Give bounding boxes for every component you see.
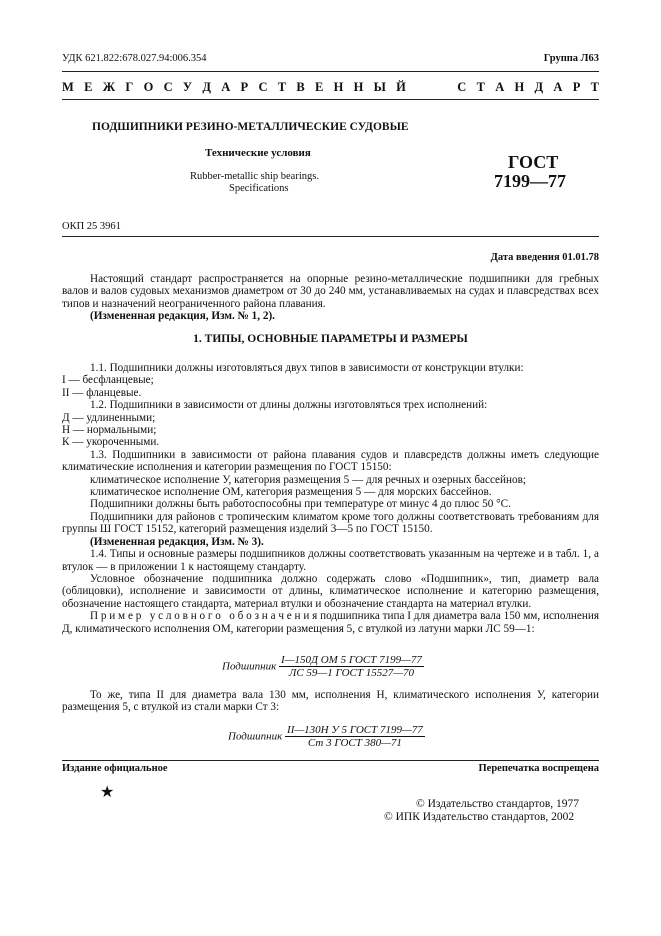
formula-2 bbox=[228, 724, 425, 749]
intro-amendment: (Измененная редакция, Изм. № 1, 2). bbox=[90, 310, 275, 323]
okp-code: ОКП 25 3961 bbox=[62, 221, 121, 232]
type-ii: II — фланцевые. bbox=[62, 386, 142, 399]
okp-rule bbox=[62, 236, 599, 237]
standard-banner-text: М Е Ж Г О С У Д А Р С Т В Е Н Н Ы Й С Т А Н Д А Р Т bbox=[62, 80, 599, 94]
reprint-notice: Перепечатка воспрещена bbox=[478, 763, 599, 774]
temperature-requirement: Подшипники должны быть работоспособны при температуре от минус 4 до плюс 50 °С. bbox=[90, 498, 511, 511]
clause-1-3: 1.3. Подшипники в зависимости от района плавания судов и плавсредств должны иметь следующие климатические исполнения и категории размещения по ГОСТ 15150: bbox=[62, 448, 599, 474]
gost-number: 7199—77 bbox=[494, 171, 566, 191]
official-edition: Издание официальное bbox=[62, 763, 168, 774]
designation-paragraph: Условное обозначение подшипника должно содержать слово «Подшипник», тип, диаметр вала (облицовки), исполнение и зависимости от длины, климатическое исполнение и категорию размещения, обозначение настоящего стандарта, материал втулки и обозначение стандарта на материал втулки. bbox=[62, 572, 599, 610]
tropic-requirement: Подшипники для районов с тропическим климатом кроме того должны соответствовать требованиям для группы Ш ГОСТ 15152, категорий размещения изделий 3—5 по ГОСТ 15150. bbox=[62, 510, 599, 536]
example-text: подшипника типа I для диаметра вала 150 мм, исполнения Д, климатического исполнения ОМ, категории размещения 5, с втулкой из латуни марки ЛС 59—1: bbox=[62, 610, 600, 635]
formula-1-numerator: I—150Д ОМ 5 ГОСТ 7199—77 bbox=[281, 654, 422, 666]
example-lead: П р и м е р у с л о в н о г о о б о з н а ч е н и я bbox=[90, 610, 318, 623]
same-block bbox=[62, 689, 599, 714]
exec-k: К — укороченными. bbox=[62, 436, 160, 449]
formula-1 bbox=[222, 654, 424, 679]
section1-body bbox=[62, 362, 599, 635]
exec-n: Н — нормальными; bbox=[62, 424, 157, 437]
same-paragraph: То же, типа II для диаметра вала 130 мм, исполнения Н, климатического исполнения У, категории размещения 5, с втулкой из стали марки Ст 3: bbox=[62, 689, 599, 714]
english-title-line2: Specifications bbox=[229, 183, 289, 194]
amendment-3: (Измененная редакция, Изм. № 3). bbox=[90, 535, 264, 548]
formula-2-numerator: II—130Н У 5 ГОСТ 7199—77 bbox=[287, 724, 423, 736]
star-icon: ★ bbox=[100, 784, 115, 801]
formula-2-fraction bbox=[285, 724, 425, 749]
introduction-date: Дата введения 01.01.78 bbox=[490, 252, 599, 263]
formula-2-denominator: Ст 3 ГОСТ 380—71 bbox=[307, 737, 402, 749]
climate-om: климатическое исполнение ОМ, категория размещения 5 — для морских бассейнов. bbox=[90, 486, 492, 499]
copyright-1977: © Издательство стандартов, 1977 bbox=[416, 798, 580, 810]
formula-2-word: Подшипник bbox=[228, 730, 283, 743]
type-i: I — бесфланцевые; bbox=[62, 374, 154, 387]
intro-block bbox=[62, 273, 599, 323]
english-title-line1: Rubber-metallic ship bearings. bbox=[190, 171, 319, 182]
formula-1-denominator: ЛС 59—1 ГОСТ 15527—70 bbox=[288, 667, 414, 679]
top-rule bbox=[62, 71, 599, 72]
climate-u: климатическое исполнение У, категория размещения 5 — для речных и озерных бассейнов; bbox=[90, 473, 526, 486]
formula-1-fraction bbox=[279, 654, 424, 679]
gost-label: ГОСТ bbox=[508, 152, 559, 172]
udk-code: УДК 621.822:678.027.94:006.354 bbox=[62, 53, 207, 64]
banner-rule bbox=[62, 99, 599, 100]
copyright-2002: © ИПК Издательство стандартов, 2002 bbox=[384, 811, 575, 823]
example-paragraph bbox=[62, 610, 599, 635]
section-heading: 1. ТИПЫ, ОСНОВНЫЕ ПАРАМЕТРЫ И РАЗМЕРЫ bbox=[193, 333, 468, 345]
standard-banner bbox=[62, 80, 599, 95]
clause-1-1: 1.1. Подшипники должны изготовляться двух типов в зависимости от конструкции втулки: bbox=[90, 362, 524, 374]
formula-1-word: Подшипник bbox=[222, 660, 277, 673]
document-title: ПОДШИПНИКИ РЕЗИНО-МЕТАЛЛИЧЕСКИЕ СУДОВЫЕ bbox=[92, 121, 409, 133]
intro-paragraph: Настоящий стандарт распространяется на опорные резино-металлические подшипники для гребных валов и валов судовых механизмов диаметром от 30 до 240 мм, устанавливаемых на судах и плавсредствах всех типов и назначений неограниченного района плавания. bbox=[62, 273, 599, 310]
footer-rule bbox=[62, 760, 599, 761]
clause-1-2: 1.2. Подшипники в зависимости от длины должны изготовляться трех исполнений: bbox=[90, 399, 488, 412]
group-code: Группа Л63 bbox=[543, 53, 599, 64]
document-subtitle: Технические условия bbox=[205, 147, 311, 159]
clause-1-4: 1.4. Типы и основные размеры подшипников должны соответствовать указанным на чертеже и в табл. 1, а втулок — в приложении 1 к настоящему стандарту. bbox=[62, 548, 599, 573]
exec-d: Д — удлиненными; bbox=[62, 411, 156, 424]
